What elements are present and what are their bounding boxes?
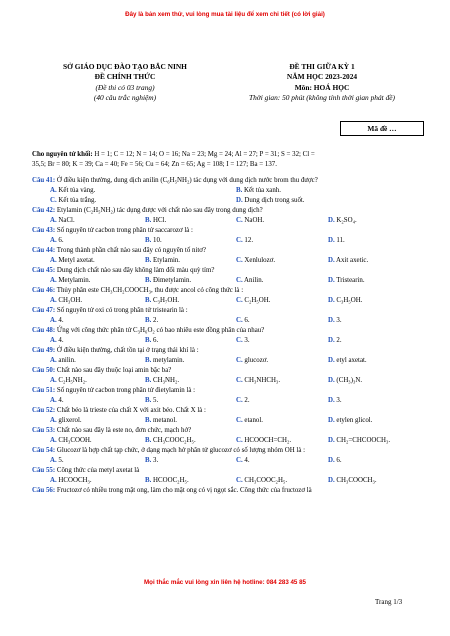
question-stem	[32, 306, 427, 316]
school-year: NĂM HỌC 2023-2024	[286, 72, 358, 82]
option-letter: D.	[328, 257, 335, 264]
option-letter: C.	[236, 317, 243, 324]
answer-option	[145, 316, 158, 326]
question-number: Câu 49:	[32, 347, 56, 354]
answer-option	[145, 456, 158, 466]
question-text: Số nguyên tử cacbon trong phân tử saccarozơ là :	[55, 227, 193, 234]
option-text: HCOOCH₃.	[56, 477, 92, 484]
option-text: 2.	[242, 397, 250, 404]
answer-option	[50, 196, 96, 206]
question-stem	[32, 346, 427, 356]
atomic-line-1: H = 1; C = 12; N = 14; O = 16; Na = 23; Mg = 24; Al = 27; P = 31; S = 32; Cl =	[92, 151, 315, 158]
answer-option	[50, 416, 82, 426]
option-text: 4.	[56, 337, 64, 344]
option-text: 4.	[56, 317, 64, 324]
answer-option	[236, 416, 263, 426]
question-number: Câu 56:	[32, 487, 56, 494]
answer-option	[236, 336, 250, 346]
option-text: 11.	[334, 237, 345, 244]
option-text: 6.	[334, 457, 342, 464]
option-text: Metylamin.	[56, 277, 91, 284]
answer-option	[236, 276, 263, 286]
question-text: Chất nào sau đây là este no, đơn chức, mạch hở?	[55, 427, 192, 434]
question-stem	[32, 406, 427, 416]
atomic-label: Cho nguyên tử khối:	[32, 151, 93, 158]
question-text: Ở điều kiện thường, chất tồn tại ở trạng thái khí là :	[55, 347, 199, 354]
answer-option	[328, 296, 362, 306]
option-letter: A.	[50, 217, 57, 224]
option-text: 3.	[334, 397, 342, 404]
option-text: CH₃COOC₂H₅.	[151, 437, 196, 444]
question-number: Câu 50:	[32, 367, 56, 374]
option-text: Kết tủa vàng.	[56, 187, 96, 194]
answer-option	[328, 316, 342, 326]
option-letter: C.	[236, 257, 243, 264]
question-number: Câu 42:	[32, 207, 56, 214]
option-letter: C.	[50, 197, 57, 204]
option-letter: D.	[328, 457, 335, 464]
option-letter: B.	[145, 377, 152, 384]
question-text: Fructozơ có nhiều trong mật ong, làm cho mật ong có vị ngọt sắc. Công thức của fructozơ là	[55, 487, 312, 494]
answer-option	[236, 356, 268, 366]
option-letter: D.	[328, 377, 335, 384]
answer-option	[236, 196, 305, 206]
question-text: Chất nào sau đây thuộc loại amin bậc ba?	[55, 367, 172, 374]
option-text: C₂H₅NH₂.	[56, 377, 87, 384]
question-number: Câu 53:	[32, 427, 56, 434]
option-letter: D.	[328, 237, 335, 244]
option-letter: A.	[50, 437, 57, 444]
option-letter: C.	[236, 397, 243, 404]
answer-option	[145, 256, 180, 266]
answer-option	[328, 476, 377, 486]
option-letter: A.	[50, 317, 57, 324]
question-number: Câu 48:	[32, 327, 56, 334]
option-letter: D.	[328, 397, 335, 404]
question-text: Chất béo là trieste của chất X với axit béo. Chất X là :	[55, 407, 206, 414]
option-letter: C.	[236, 377, 243, 384]
answer-option	[145, 336, 158, 346]
option-letter: A.	[50, 297, 57, 304]
answer-option	[236, 316, 250, 326]
question-text: Ứng với công thức phân tử C₃H₆O₂ có bao nhiêu este đồng phân của nhau?	[55, 327, 265, 334]
answer-option	[50, 376, 87, 386]
option-text: Metyl axetat.	[56, 257, 95, 264]
answer-option	[236, 456, 250, 466]
option-text: anilin.	[56, 357, 76, 364]
option-letter: B.	[145, 257, 152, 264]
answer-option	[236, 216, 264, 226]
option-text: glucozơ.	[242, 357, 269, 364]
option-text: C₃H₇OH.	[151, 297, 180, 304]
answer-option	[50, 216, 75, 226]
question-text: Ở điều kiện thường, dung dịch anilin (C₆H₅NH₂) tác dụng với dung dịch nước brom thu được?	[55, 177, 318, 184]
header-left	[40, 62, 210, 104]
option-text: K₂SO₄.	[334, 217, 357, 224]
option-text: 4.	[56, 397, 64, 404]
question-text: Trong thành phần chất nào sau đây có nguyên tố nitơ?	[55, 247, 206, 254]
question-stem	[32, 466, 427, 476]
option-text: 6.	[56, 237, 64, 244]
option-letter: C.	[236, 437, 243, 444]
answer-option	[145, 436, 196, 446]
question-stem	[32, 246, 427, 256]
option-text: 3.	[334, 317, 342, 324]
answer-option	[50, 236, 64, 246]
option-letter: D.	[328, 357, 335, 364]
time-limit: Thời gian: 50 phút (không tính thời gian phát đề)	[248, 93, 396, 103]
option-text: 3.	[151, 457, 159, 464]
option-text: glixerol.	[56, 417, 82, 424]
answer-option	[328, 416, 372, 426]
option-text: Dung dịch trong suốt.	[242, 197, 305, 204]
option-text: Kết tủa trắng.	[56, 197, 97, 204]
question-number: Câu 46:	[32, 287, 56, 294]
question-number: Câu 54:	[32, 447, 56, 454]
option-letter: B.	[145, 237, 152, 244]
answer-option	[50, 276, 90, 286]
option-text: 2.	[151, 317, 159, 324]
option-letter: B.	[145, 317, 152, 324]
answer-option	[236, 476, 287, 486]
option-text: CH₃COOCH₃.	[334, 477, 377, 484]
answer-option	[145, 216, 166, 226]
answer-option	[328, 276, 365, 286]
page-number: Trang 1/3	[375, 598, 403, 606]
question-text: Glucozơ là hợp chất tạp chức, ở dạng mạch hở phân tử glucozơ có số lượng nhóm OH là :	[55, 447, 306, 454]
question-text: Số nguyên tử cacbon trong phân tử đietylamin là :	[55, 387, 196, 394]
option-letter: A.	[50, 257, 57, 264]
option-letter: C.	[236, 277, 243, 284]
answer-option	[50, 456, 64, 466]
option-letter: B.	[145, 297, 152, 304]
option-letter: C.	[236, 337, 243, 344]
question-stem	[32, 386, 427, 396]
option-text: CH₃COOC₂H₅.	[242, 477, 288, 484]
answer-option	[50, 186, 95, 196]
option-text: etanol.	[242, 417, 263, 424]
answer-option	[236, 256, 275, 266]
department-name: SỞ GIÁO DỤC ĐÀO TẠO BẮC NINH	[63, 62, 187, 71]
option-letter: D.	[236, 197, 243, 204]
option-letter: D.	[328, 217, 335, 224]
option-letter: D.	[328, 417, 335, 424]
option-letter: B.	[145, 437, 152, 444]
answer-option	[145, 236, 162, 246]
option-letter: A.	[50, 477, 57, 484]
option-text: HCl.	[151, 217, 167, 224]
option-letter: A.	[50, 397, 57, 404]
question-number: Câu 51:	[32, 387, 56, 394]
answer-option	[328, 236, 345, 246]
answer-option	[236, 396, 250, 406]
question-text: Thủy phân este CH₃CH₂COOCH₃, thu được ancol có công thức là :	[55, 287, 244, 294]
option-letter: D.	[328, 337, 335, 344]
answer-option	[50, 256, 95, 266]
question-stem	[32, 286, 427, 296]
question-number: Câu 41:	[32, 177, 56, 184]
option-letter: A.	[50, 277, 57, 284]
answer-option	[236, 436, 291, 446]
answer-option	[145, 416, 177, 426]
answer-option	[328, 256, 368, 266]
option-letter: A.	[50, 417, 57, 424]
option-text: Anilin.	[242, 277, 264, 284]
answer-option	[236, 236, 253, 246]
option-letter: D.	[328, 477, 335, 484]
option-text: Tristearin.	[334, 277, 365, 284]
option-text: 2.	[334, 337, 342, 344]
option-text: 10.	[151, 237, 162, 244]
option-text: CH₂=CHCOOCH₃.	[334, 437, 391, 444]
option-text: etylen glicol.	[334, 417, 373, 424]
option-letter: C.	[236, 237, 243, 244]
option-letter: A.	[50, 237, 57, 244]
subject: Môn: HOÁ HỌC	[294, 82, 350, 92]
option-letter: D.	[328, 437, 335, 444]
option-letter: A.	[50, 187, 57, 194]
question-number: Câu 55:	[32, 467, 56, 474]
option-letter: C.	[236, 217, 243, 224]
answer-option	[236, 186, 281, 196]
option-text: metanol.	[151, 417, 177, 424]
option-text: CH₃NH₂.	[151, 377, 180, 384]
answer-option	[145, 276, 191, 286]
answer-option	[50, 476, 92, 486]
answer-option	[328, 336, 342, 346]
option-letter: C.	[236, 417, 243, 424]
option-text: 4.	[242, 457, 250, 464]
question-stem	[32, 366, 427, 376]
option-letter: D.	[328, 297, 335, 304]
option-letter: A.	[50, 377, 57, 384]
option-text: CH₃COOH.	[56, 437, 92, 444]
answer-option	[236, 376, 280, 386]
option-letter: B.	[145, 277, 152, 284]
option-text: Axit axetic.	[334, 257, 369, 264]
answer-option	[328, 376, 362, 386]
option-letter: B.	[145, 337, 152, 344]
question-stem	[32, 326, 427, 336]
option-text: etyl axetat.	[334, 357, 367, 364]
option-text: Xenlulozơ.	[242, 257, 276, 264]
option-text: 5.	[151, 397, 159, 404]
exam-title: ĐỀ THI GIỮA KỲ 1	[289, 62, 355, 71]
bottom-banner: Mọi thắc mắc vui lòng xin liên hệ hotline: 084 283 45 85	[144, 579, 306, 586]
option-text: 3.	[242, 337, 250, 344]
option-text: HCOOC₂H₅.	[151, 477, 189, 484]
option-text: 6.	[242, 317, 250, 324]
option-text: NaCl.	[56, 217, 75, 224]
option-letter: A.	[50, 357, 57, 364]
option-letter: C.	[236, 457, 243, 464]
header-right	[210, 62, 434, 104]
answer-option	[50, 336, 64, 346]
answer-option	[145, 396, 158, 406]
question-stem	[32, 446, 427, 456]
option-letter: A.	[50, 337, 57, 344]
answer-option	[50, 436, 92, 446]
option-letter: B.	[145, 417, 152, 424]
option-letter: A.	[50, 457, 57, 464]
question-stem	[32, 176, 427, 186]
option-letter: B.	[145, 477, 152, 484]
option-text: Etylamin.	[151, 257, 181, 264]
question-stem	[32, 426, 427, 436]
option-text: C₃H₅OH.	[334, 297, 363, 304]
option-letter: B.	[145, 357, 152, 364]
option-text: 6.	[151, 337, 159, 344]
answer-option	[145, 356, 184, 366]
question-stem	[32, 226, 427, 236]
top-banner: Đây là bản xem thử, vui lòng mua tài liệu để xem chi tiết (có lời giải)	[125, 11, 325, 18]
option-text: 12.	[242, 237, 254, 244]
answer-option	[328, 396, 342, 406]
option-text: CH₃OH.	[56, 297, 83, 304]
question-number: Câu 45:	[32, 267, 56, 274]
question-count-note: (40 câu trắc nghiệm)	[93, 93, 157, 103]
option-letter: B.	[236, 187, 243, 194]
option-text: NaOH.	[242, 217, 265, 224]
option-text: Kết tủa xanh.	[242, 187, 281, 194]
answer-option	[328, 216, 357, 226]
answer-option	[145, 296, 179, 306]
question-text: Công thức của metyl axetat là	[55, 467, 140, 474]
answer-option	[50, 316, 64, 326]
answer-option	[145, 376, 179, 386]
answer-option	[50, 296, 82, 306]
question-text: Dung dịch chất nào sau đây không làm đổi màu quỳ tím?	[55, 267, 215, 274]
option-text: (CH₃)₃N.	[334, 377, 363, 384]
option-text: metylamin.	[151, 357, 185, 364]
answer-option	[328, 356, 367, 366]
answer-option	[50, 356, 76, 366]
question-number: Câu 43:	[32, 227, 56, 234]
option-letter: C.	[236, 297, 243, 304]
question-text: Số nguyên tử oxi có trong phân tử tristearin là :	[55, 307, 188, 314]
atomic-line-2: 35,5; Br = 80; K = 39; Ca = 40; Fe = 56; Cu = 64; Zn = 65; Ag = 108; I = 127; Ba = 137.	[32, 161, 277, 168]
option-text: HCOOCH=CH₂.	[242, 437, 292, 444]
page-count-note: (Đề thi có 03 trang)	[95, 82, 155, 92]
option-letter: B.	[145, 457, 152, 464]
question-stem	[32, 266, 427, 276]
question-number: Câu 47:	[32, 307, 56, 314]
question-text: Etylamin (C₂H₅NH₂) tác dụng được với chất nào sau đây trong dung dịch?	[55, 207, 263, 214]
answer-option	[328, 436, 390, 446]
option-letter: D.	[328, 277, 335, 284]
option-letter: C.	[236, 477, 243, 484]
answer-option	[328, 456, 342, 466]
option-text: 5.	[56, 457, 64, 464]
option-text: CH₃NHCH₃.	[242, 377, 281, 384]
option-text: C₂H₅OH.	[242, 297, 271, 304]
option-text: Đimetylamin.	[151, 277, 192, 284]
question-stem	[32, 206, 427, 216]
answer-option	[50, 396, 64, 406]
answer-option	[236, 296, 270, 306]
option-letter: D.	[328, 317, 335, 324]
atomic-masses	[32, 150, 424, 170]
answer-option	[145, 476, 189, 486]
exam-code-box: Mã đề …	[340, 121, 424, 136]
option-letter: B.	[145, 217, 152, 224]
question-number: Câu 52:	[32, 407, 56, 414]
official-label: ĐỀ CHÍNH THỨC	[94, 72, 156, 82]
option-letter: C.	[236, 357, 243, 364]
option-letter: B.	[145, 397, 152, 404]
question-stem	[32, 486, 427, 496]
question-number: Câu 44:	[32, 247, 56, 254]
